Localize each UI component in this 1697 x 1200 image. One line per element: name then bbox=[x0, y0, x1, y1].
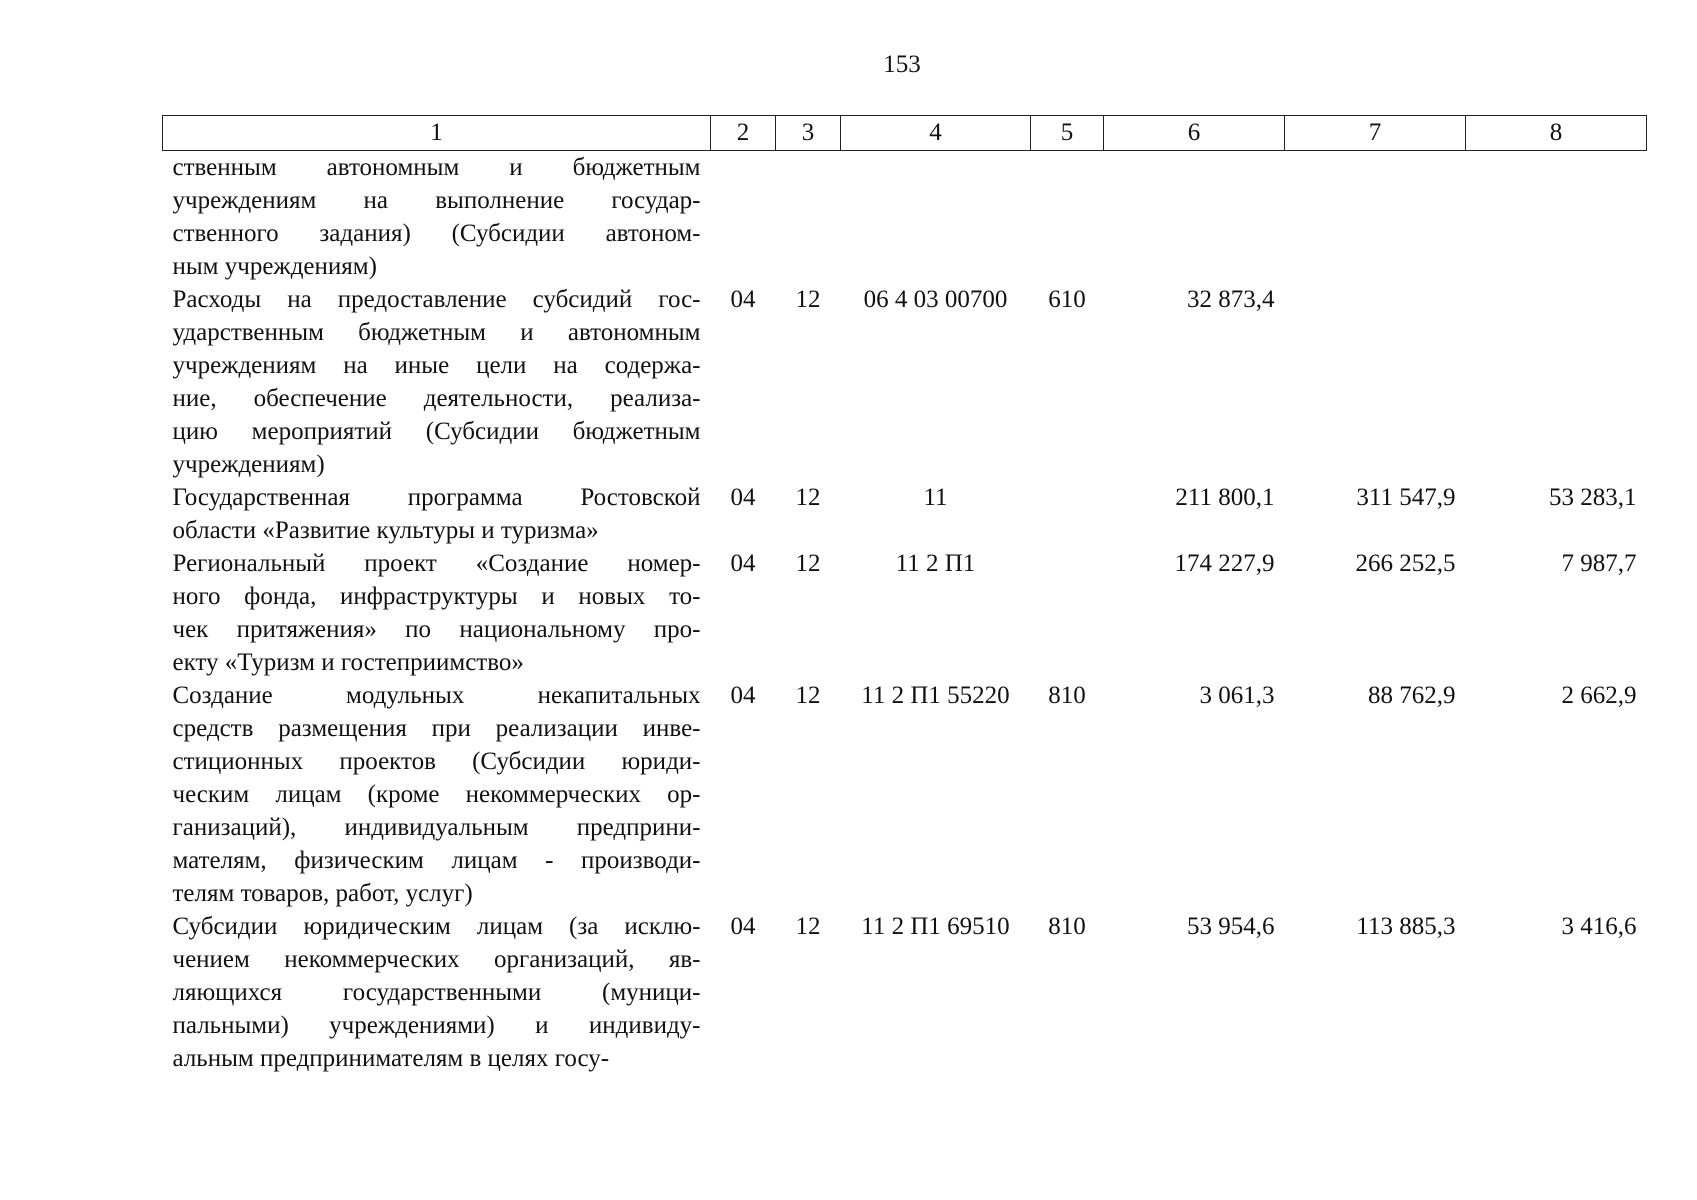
amount-col-8 bbox=[1466, 283, 1647, 481]
target-article-code: 11 2 П1 55220 bbox=[861, 682, 1010, 709]
description-line: Государственная программа Ростовской bbox=[172, 484, 701, 511]
amount-col-7: 88 762,9 bbox=[1368, 682, 1456, 709]
col-header-3: 3 bbox=[776, 116, 841, 151]
amount-col-8: 2 662,9 bbox=[1561, 682, 1637, 709]
amount-col-8 bbox=[1466, 151, 1647, 284]
expense-type-code: 810 bbox=[1048, 682, 1086, 709]
amount-col-7: 311 547,9 bbox=[1356, 484, 1456, 511]
description-line: учреждениям) bbox=[172, 451, 325, 478]
table-row bbox=[163, 151, 1647, 284]
budget-table bbox=[162, 115, 1647, 1075]
expense-type-code bbox=[1031, 547, 1104, 679]
section-code: 04 bbox=[730, 913, 756, 940]
amount-col-7: 113 885,3 bbox=[1356, 913, 1456, 940]
description-line: Субсидии юридическим лицам (за исклю- bbox=[172, 913, 701, 940]
description-line: Создание модульных некапитальных bbox=[172, 682, 701, 709]
amount-col-7 bbox=[1285, 283, 1466, 481]
table-row bbox=[163, 679, 1647, 910]
col-header-8: 8 bbox=[1466, 116, 1647, 151]
expense-type-code: 610 bbox=[1048, 286, 1086, 313]
subsection-code: 12 bbox=[795, 682, 821, 709]
subsection-code bbox=[776, 151, 841, 284]
target-article-code bbox=[841, 151, 1031, 284]
target-article-code: 06 4 03 00700 bbox=[863, 286, 1008, 313]
description-line: пальными) учреждениями) и индивиду- bbox=[172, 1012, 701, 1039]
col-header-1: 1 bbox=[163, 116, 711, 151]
description-line: ческим лицам (кроме некоммерческих ор- bbox=[172, 781, 701, 808]
subsection-code: 12 bbox=[795, 913, 821, 940]
col-header-7: 7 bbox=[1285, 116, 1466, 151]
section-code: 04 bbox=[730, 682, 756, 709]
page-number: 153 bbox=[883, 51, 921, 78]
description-line: ганизаций), индивидуальным предприни- bbox=[172, 814, 701, 841]
description-line: ударственным бюджетным и автономным bbox=[172, 319, 701, 346]
description-line: ным учреждениям) bbox=[172, 253, 377, 280]
amount-col-7: 266 252,5 bbox=[1355, 550, 1456, 577]
row-description bbox=[163, 283, 711, 481]
target-article-code: 11 2 П1 69510 bbox=[861, 913, 1010, 940]
table-row bbox=[163, 910, 1647, 1075]
subsection-code: 12 bbox=[795, 550, 821, 577]
description-line: альным предпринимателям в целях госу- bbox=[172, 1045, 610, 1072]
amount-col-6: 211 800,1 bbox=[1175, 484, 1275, 511]
description-line: ственным автономным и бюджетным bbox=[172, 154, 701, 181]
amount-col-7 bbox=[1285, 151, 1466, 284]
col-header-4: 4 bbox=[841, 116, 1031, 151]
section-code: 04 bbox=[730, 286, 756, 313]
table-row bbox=[163, 547, 1647, 679]
description-line: стиционных проектов (Субсидии юриди- bbox=[172, 748, 701, 775]
col-header-6: 6 bbox=[1104, 116, 1285, 151]
amount-col-6: 3 061,3 bbox=[1199, 682, 1275, 709]
description-line: чек притяжения» по национальному про- bbox=[172, 616, 701, 643]
expense-type-code bbox=[1031, 481, 1104, 547]
description-line: Расходы на предоставление субсидий гос- bbox=[172, 286, 701, 313]
description-line: ного фонда, инфраструктуры и новых то- bbox=[172, 583, 701, 610]
section-code: 04 bbox=[730, 550, 756, 577]
amount-col-6 bbox=[1104, 151, 1285, 284]
amount-col-6: 32 873,4 bbox=[1187, 286, 1275, 313]
amount-col-6: 53 954,6 bbox=[1187, 913, 1275, 940]
row-description bbox=[163, 910, 711, 1075]
subsection-code: 12 bbox=[795, 286, 821, 313]
description-line: средств размещения при реализации инве- bbox=[172, 715, 701, 742]
description-line: ние, обеспечение деятельности, реализа- bbox=[172, 385, 701, 412]
description-line: телям товаров, работ, услуг) bbox=[172, 880, 473, 907]
row-description bbox=[163, 151, 711, 284]
row-description bbox=[163, 547, 711, 679]
col-header-5: 5 bbox=[1031, 116, 1104, 151]
description-line: ственного задания) (Субсидии автоном- bbox=[172, 220, 701, 247]
description-line: Региональный проект «Создание номер- bbox=[172, 550, 701, 577]
amount-col-6: 174 227,9 bbox=[1174, 550, 1275, 577]
description-line: учреждениям на иные цели на содержа- bbox=[172, 352, 701, 379]
description-line: области «Развитие культуры и туризма» bbox=[172, 517, 599, 544]
header-row bbox=[163, 116, 1647, 151]
target-article-code: 11 bbox=[923, 484, 948, 511]
amount-col-8: 53 283,1 bbox=[1549, 484, 1637, 511]
row-description bbox=[163, 679, 711, 910]
row-description bbox=[163, 481, 711, 547]
section-code: 04 bbox=[730, 484, 756, 511]
description-line: цию мероприятий (Субсидии бюджетным bbox=[172, 418, 701, 445]
expense-type-code: 810 bbox=[1048, 913, 1086, 940]
target-article-code: 11 2 П1 bbox=[895, 550, 976, 577]
section-code bbox=[711, 151, 776, 284]
description-line: мателям, физическим лицам - производи- bbox=[172, 847, 701, 874]
table-row bbox=[163, 481, 1647, 547]
col-header-2: 2 bbox=[711, 116, 776, 151]
table-row bbox=[163, 283, 1647, 481]
description-line: ляющихся государственными (муници- bbox=[172, 979, 701, 1006]
amount-col-8: 3 416,6 bbox=[1561, 913, 1637, 940]
description-line: екту «Туризм и гостеприимство» bbox=[172, 649, 524, 676]
expense-type-code bbox=[1031, 151, 1104, 284]
description-line: учреждениям на выполнение государ- bbox=[172, 187, 701, 214]
subsection-code: 12 bbox=[795, 484, 821, 511]
description-line: чением некоммерческих организаций, яв- bbox=[172, 946, 701, 973]
table-body bbox=[163, 151, 1647, 1076]
amount-col-8: 7 987,7 bbox=[1561, 550, 1637, 577]
